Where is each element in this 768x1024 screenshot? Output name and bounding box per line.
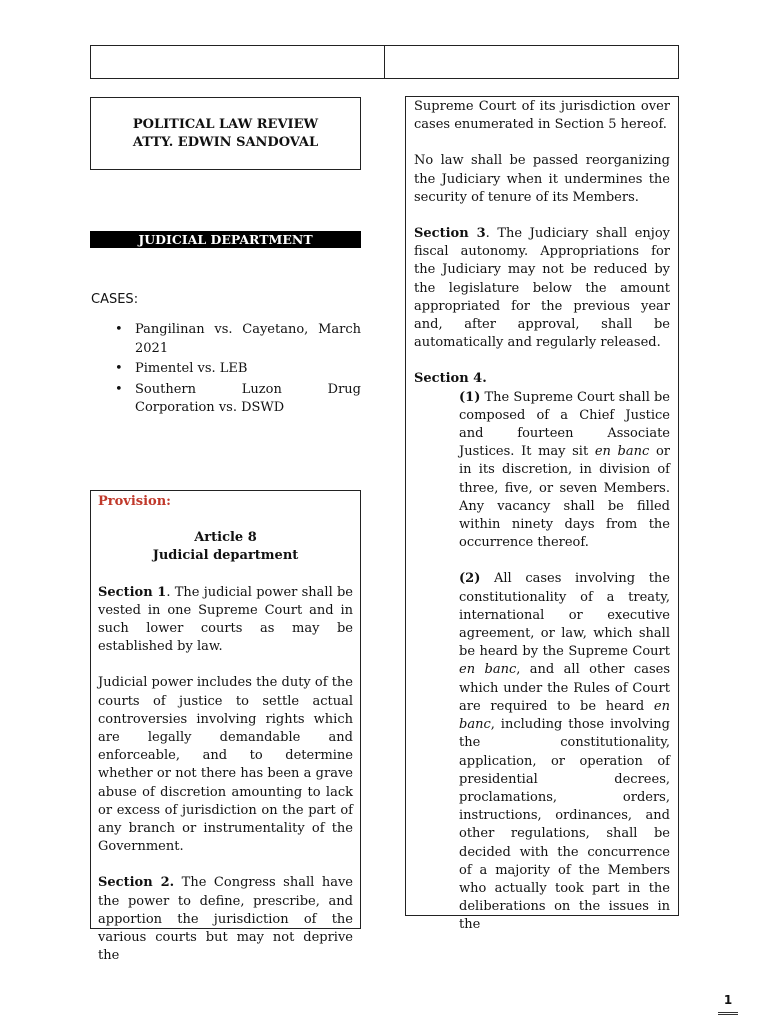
section-4-paragraph-2 <box>459 570 670 934</box>
header-cell-left <box>91 46 384 78</box>
article-heading <box>98 529 353 565</box>
list-item: • Southern Luzon Drug Corporation vs. DSWD <box>113 381 361 418</box>
section-2-label: Section 2. <box>98 875 175 891</box>
title-line-1: POLITICAL LAW REVIEW <box>132 116 319 132</box>
section-3-label: Section 3 <box>414 226 486 242</box>
provision-label: Provision: <box>98 494 171 509</box>
list-item: • Pimentel vs. LEB <box>113 360 361 379</box>
header-cell-right <box>384 46 678 78</box>
title-line-2: ATTY. EDWIN SANDOVAL <box>132 134 319 150</box>
section-1-paragraph-2: Judicial power includes the duty of the courts of justice to settle actual controversies involving rights which are legally demandable and enforceable, and to determine whether or not there has been a grave abuse of discretion amounting to lack or excess of jurisdiction on the part of any branch or instrumentality of the Government. <box>98 675 353 855</box>
section-1-paragraph <box>98 584 353 657</box>
section-3-text: . The Judiciary shall enjoy fiscal autonomy. Appropriations for the Judiciary may not be reduced by the legislature below the amount appropriated for the previous year and, after approval, shall be automatically and regularly released. <box>414 226 670 351</box>
section-1-label: Section 1 <box>98 584 167 600</box>
section-2-paragraph <box>98 874 353 965</box>
section-1-text: . The judicial power shall be vested in one Supreme Court and in such lower courts as may be established by law. <box>98 584 353 655</box>
paragraph-text: All cases involving the constitutionality of a treaty, international or executive agreement, or law, which shall be heard by the Supreme Court <box>459 571 670 660</box>
cases-label: CASES: <box>91 292 139 307</box>
paragraph-text: , including those involving the constitutionality, application, or operation of presidential decrees, proclamations, orders, instructions, ordinances, and other regulations, shall be decided with the concurrence of a majority of the Members who actually took part in the deliberations on the issues in the <box>459 717 670 933</box>
section-4-paragraph-1 <box>459 389 670 553</box>
page-number: 1 <box>718 993 738 1015</box>
department-heading: JUDICIAL DEPARTMENT <box>90 231 361 248</box>
section-4-label: Section 4. <box>414 371 487 387</box>
list-item: • Pangilinan vs. Cayetano, March 2021 <box>113 321 361 358</box>
paragraph-number: (1) <box>459 389 481 405</box>
cases-list <box>113 321 361 420</box>
emphasis-text: en banc <box>459 698 670 733</box>
article-title: Judicial department <box>152 548 299 564</box>
article-number: Article 8 <box>194 530 257 546</box>
right-column-box <box>405 96 679 933</box>
header-table <box>90 45 679 79</box>
paragraph-text: , and all other cases which under the Rules of Court are required to be heard <box>459 662 670 714</box>
section-2-continuation: Supreme Court of its jurisdiction over cases enumerated in Section 5 hereof. <box>414 99 670 133</box>
title-box <box>90 97 361 170</box>
section-2-text: The Congress shall have the power to define, prescribe, and apportion the jurisdiction of the various courts but may not deprive the <box>98 875 353 964</box>
paragraph-text: or in its discretion, in division of three, five, or seven Members. Any vacancy shall be filled within ninety days from the occurrence thereof. <box>459 444 670 551</box>
paragraph-text: The Supreme Court shall be composed of a Chief Justice and fourteen Associate Justices. It may sit <box>459 389 670 460</box>
paragraph-number: (2) <box>459 571 481 587</box>
section-3-paragraph <box>414 225 670 352</box>
section-2-paragraph-2: No law shall be passed reorganizing the Judiciary when it undermines the security of tenure of its Members. <box>414 153 670 205</box>
provision-box <box>90 490 361 964</box>
emphasis-text: en banc <box>459 662 517 678</box>
emphasis-text: en banc <box>594 444 650 460</box>
